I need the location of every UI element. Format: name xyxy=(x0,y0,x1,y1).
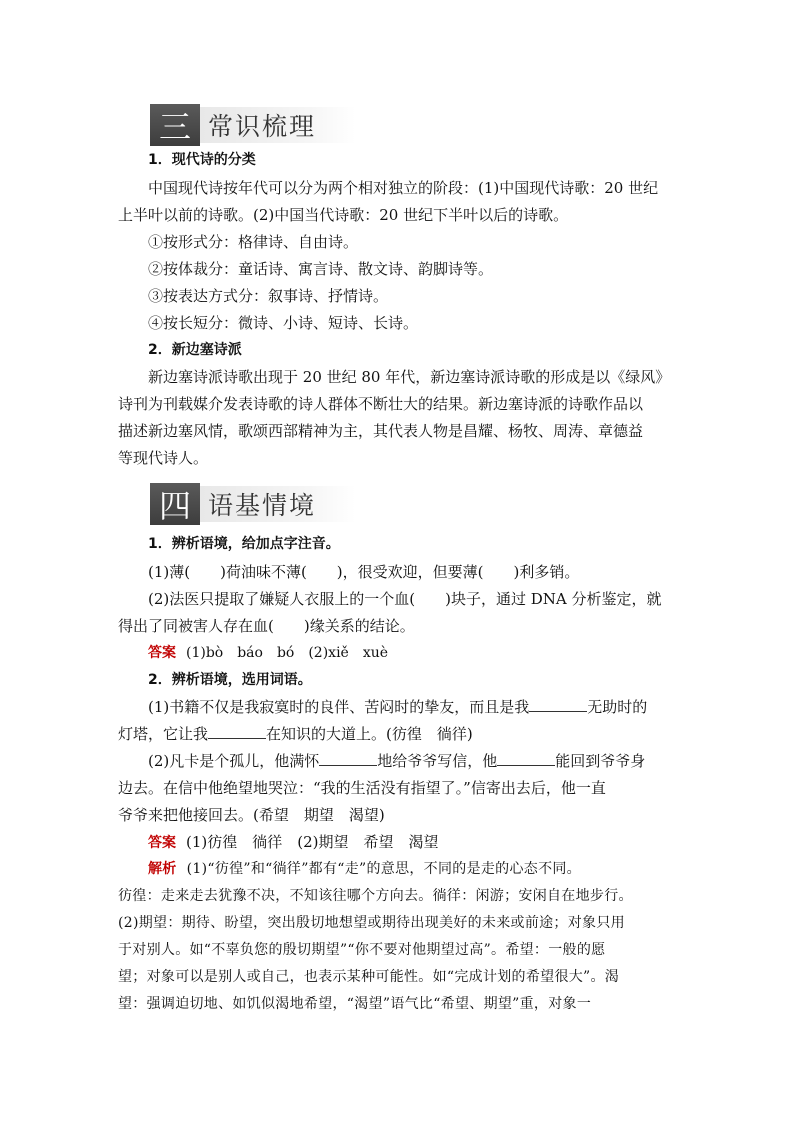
text-segment: 地给爷爷写信，他 xyxy=(377,752,498,770)
answer-label: 答案 xyxy=(148,645,176,661)
analysis-text: (1)“彷徨”和“徜徉”都有“走”的意思，不同的是走的心态不同。 xyxy=(186,861,581,877)
section-3-number: 三 xyxy=(150,104,200,146)
analysis-line xyxy=(148,859,708,879)
paragraph-line: 描述新边塞风情，歌颂西部精神为主，其代表人物是昌耀、杨牧、周涛、章德益 xyxy=(118,422,644,440)
answer-line xyxy=(148,832,708,853)
list-item: ③按表达方式分：叙事诗、抒情诗。 xyxy=(148,287,389,305)
fill-blank[interactable] xyxy=(319,751,377,766)
question-line: (2)法医只提取了嫌疑人衣服上的一个血( )块子，通过 DNA 分析鉴定，就 xyxy=(148,590,662,608)
list-item: ②按体裁分：童话诗、寓言诗、散文诗、韵脚诗等。 xyxy=(148,260,494,278)
list-item: ①按形式分：格律诗、自由诗。 xyxy=(148,233,359,251)
question-line xyxy=(148,697,708,717)
answer-label: 答案 xyxy=(148,835,176,851)
section-4-title-band xyxy=(200,486,356,522)
section-3-title: 常识梳理 xyxy=(208,112,317,141)
list-item: ④按长短分：微诗、小诗、短诗、长诗。 xyxy=(148,314,419,332)
analysis-line: (2)期望：期待、盼望，突出殷切地想望或期待出现美好的未来或前途；对象只用 xyxy=(118,915,625,931)
question-line: (1)薄( )荷油味不薄( )，很受欢迎，但要薄( )利多销。 xyxy=(148,563,580,581)
section-4-header xyxy=(150,482,356,526)
question-line xyxy=(118,724,678,744)
fill-blank[interactable] xyxy=(208,724,266,739)
paragraph-line: 新边塞诗派诗歌出现于 20 世纪 80 年代，新边塞诗派诗歌的形成是以《绿风》 xyxy=(148,368,671,386)
question-2-title: 2．辨析语境，选用词语。 xyxy=(148,672,312,688)
text-segment: (1)书籍不仅是我寂寞时的良伴、苦闷时的挚友，而且是我 xyxy=(148,698,530,716)
question-line xyxy=(148,751,708,771)
answer-text: (1)bò báo bó (2)xiě xuè xyxy=(186,645,389,661)
paragraph-line: 中国现代诗按年代可以分为两个相对独立的阶段：(1)中国现代诗歌：20 世纪 xyxy=(148,179,659,197)
analysis-line: 望：强调迫切地、如饥似渴地希望，“渴望”语气比“希望、期望”重，对象一 xyxy=(118,996,592,1012)
paragraph-line: 诗刊为刊载媒介发表诗歌的诗人群体不断壮大的结果。新边塞诗派的诗歌作品以 xyxy=(118,395,644,413)
text-segment: (2)凡卡是个孤儿，他满怀 xyxy=(148,752,320,770)
analysis-line: 于对别人。如“不辜负您的殷切期望”“你不要对他期望过高”。希望：一般的愿 xyxy=(118,942,606,958)
paragraph-line: 上半叶以前的诗歌。(2)中国当代诗歌：20 世纪下半叶以后的诗歌。 xyxy=(118,206,569,224)
analysis-line: 彷徨：走来走去犹豫不决，不知该往哪个方向去。徜徉：闲游；安闲自在地步行。 xyxy=(118,888,633,904)
text-segment: 灯塔，它让我 xyxy=(118,725,209,743)
question-1-title: 1．辨析语境，给加点字注音。 xyxy=(148,536,340,552)
question-line: 爷爷来把他接回去。(希望 期望 渴望) xyxy=(118,806,385,824)
answer-text: (1)彷徨 徜徉 (2)期望 希望 渴望 xyxy=(186,833,439,851)
question-line: 得出了同被害人存在血( )缘关系的结论。 xyxy=(118,617,415,635)
answer-line xyxy=(148,643,708,663)
heading-frontier-poetry: 2．新边塞诗派 xyxy=(148,342,242,358)
question-line: 边去。在信中他绝望地哭泣：“我的生活没有指望了。”信寄出去后，他一直 xyxy=(118,779,606,797)
section-4-title: 语基情境 xyxy=(208,491,317,520)
section-3-title-band xyxy=(200,107,356,143)
analysis-line: 望；对象可以是别人或自己，也表示某种可能性。如“完成计划的希望很大”。渴 xyxy=(118,969,620,985)
text-segment: 在知识的大道上。(彷徨 徜徉) xyxy=(266,725,473,743)
heading-modern-poetry: 1．现代诗的分类 xyxy=(148,152,256,168)
text-segment: 能回到爷爷身 xyxy=(555,752,646,770)
analysis-label: 解析 xyxy=(148,861,177,877)
section-3-header xyxy=(150,103,356,147)
fill-blank[interactable] xyxy=(497,751,555,766)
section-4-number: 四 xyxy=(150,483,200,525)
fill-blank[interactable] xyxy=(529,697,587,712)
text-segment: 无助时的 xyxy=(587,698,648,716)
paragraph-line: 等现代诗人。 xyxy=(118,449,209,467)
